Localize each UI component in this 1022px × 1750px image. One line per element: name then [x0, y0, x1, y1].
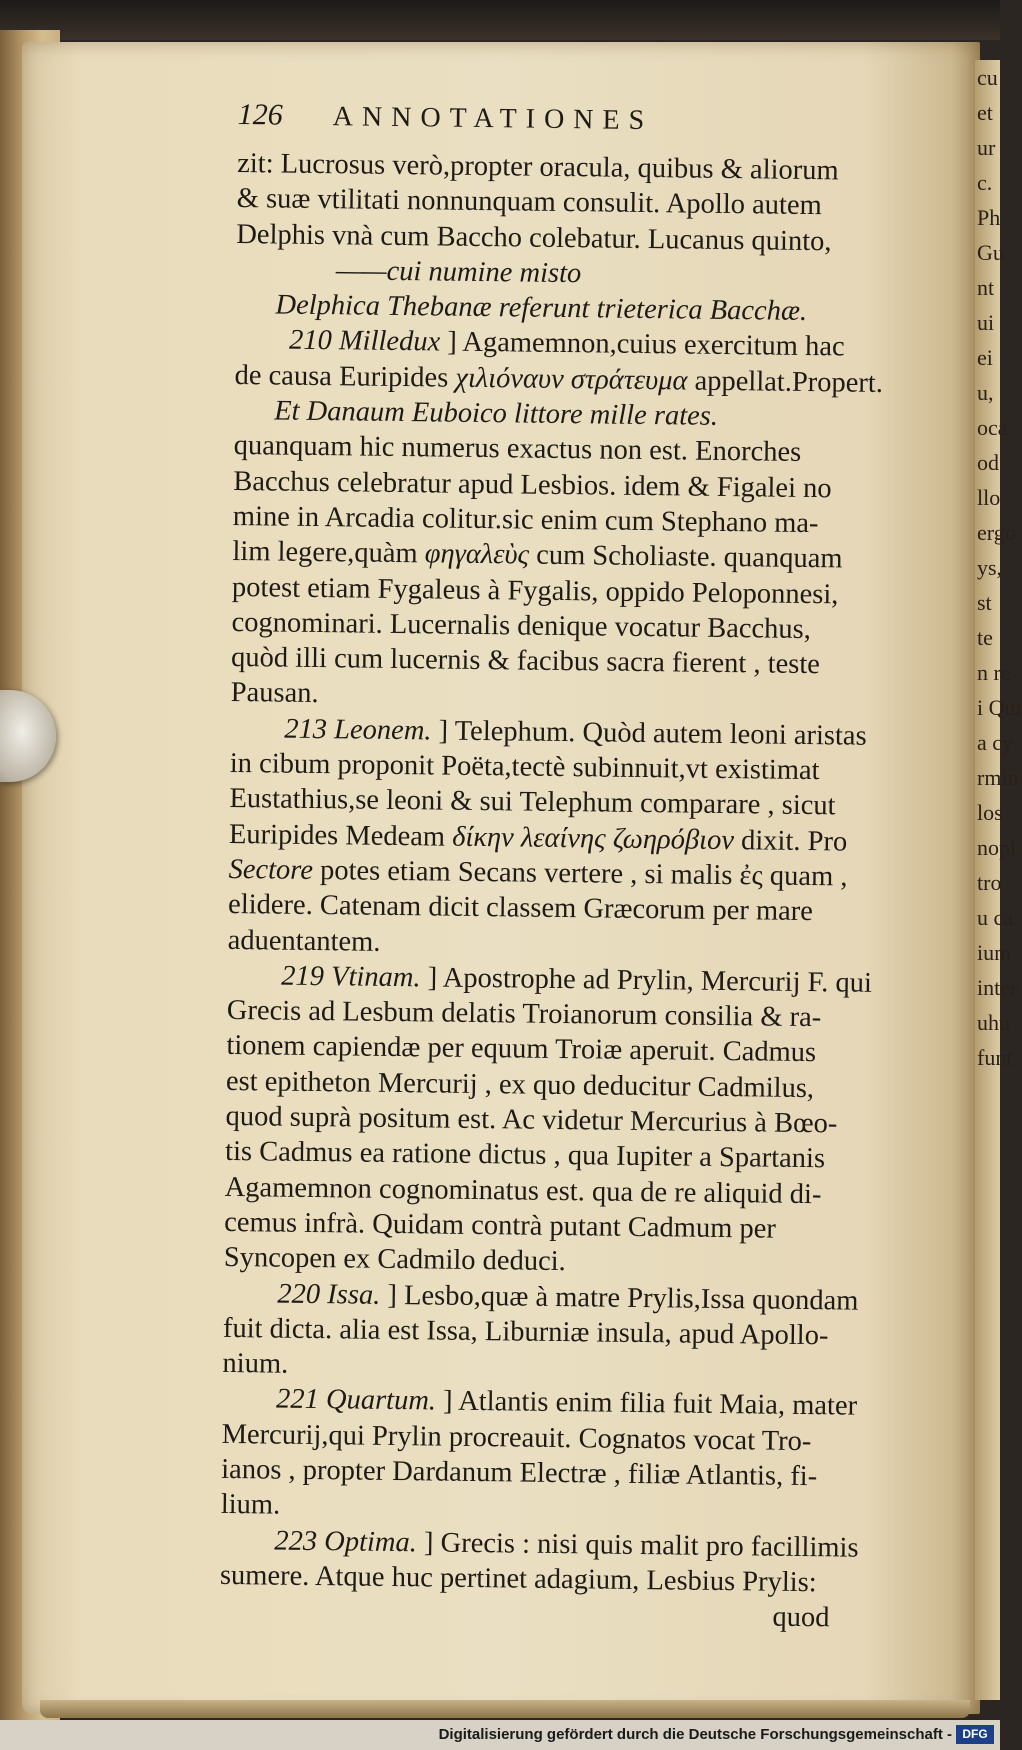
line-text: Grecis ad Lesbum delatis Troianorum consilia & ra-: [226, 995, 822, 1034]
adjacent-page-strip: [975, 60, 1022, 1700]
line-text: aduentantem.: [227, 924, 381, 958]
adjacent-page-fragment: ur: [977, 135, 996, 160]
line-text: quanquam hic numerus exactus non est. Enorches: [233, 430, 802, 469]
adjacent-page-fragment: Ph: [977, 205, 1001, 230]
adjacent-page-fragment: tro: [977, 870, 1002, 895]
adjacent-page-fragment: u ca: [977, 905, 1014, 930]
footer-credit: Digitalisierung gefördert durch die Deutsche Forschungsgemeinschaft -: [438, 1726, 952, 1743]
line-text: Euripides Medeam: [228, 818, 446, 853]
line-text: lim legere,quàm: [232, 536, 418, 570]
line-text: in cibum proponit Poëta,tectè subinnuit,vt existimat: [229, 747, 820, 787]
line-text: cemus infrà. Quidam contrà putant Cadmum per: [224, 1206, 777, 1245]
line-text: est epitheton Mercurij , ex quo deducitur Cadmilus,: [225, 1065, 815, 1104]
greek-phrase: χιλιόναυν στράτευμα: [448, 362, 695, 397]
lemma-reference: 223 Optima.: [274, 1525, 418, 1558]
line-text: zit: Lucrosus verò,propter oracula, quibus & aliorum: [237, 147, 839, 187]
adjacent-page-fragment: i Qui: [977, 695, 1022, 720]
line-text: ] Telephum. Quòd autem leoni aristas: [431, 715, 867, 752]
line-text: Agamemnon cognominatus est. qua de re aliquid di-: [224, 1171, 822, 1210]
line-text: Et Danaum Euboico littore mille rates.: [273, 395, 719, 432]
dfg-logo-icon: DFG: [956, 1725, 994, 1744]
line-text: Bacchus celebratur apud Lesbios. idem & Figalei no: [233, 465, 832, 504]
line-text: mine in Arcadia colitur.sic enim cum Stephano ma-: [232, 500, 819, 540]
line-text-continued: cum Scholiaste. quanquam: [536, 539, 843, 575]
line-text: quod suprà positum est. Ac videtur Mercurius à Bœo-: [225, 1100, 838, 1140]
adjacent-page-fragment: uhu: [977, 1010, 1010, 1035]
adjacent-page-fragment: c.: [977, 170, 993, 195]
line-text-continued: appellat.Propert.: [694, 365, 884, 399]
page-stack-edge: [40, 1700, 970, 1718]
greek-phrase: φηγαλεὺς: [417, 538, 537, 571]
lemma-reference: Sectore: [228, 853, 314, 886]
lemma-reference: 210 Milledux: [288, 325, 441, 358]
line-text: lium.: [220, 1489, 281, 1521]
running-head: ANNOTATIONES: [332, 101, 654, 137]
line-text: & suæ vtilitati nonnunquam consulit. Apollo autem: [236, 183, 822, 222]
line-text: cognominari. Lucernalis denique vocatur Bacchus,: [231, 606, 812, 645]
page-number: 126: [237, 98, 283, 132]
adjacent-page-fragment: nopl: [977, 835, 1017, 860]
annotation-lines: [219, 146, 937, 1637]
adjacent-page-fragment: rmin: [977, 765, 1019, 790]
line-text: Pausan.: [230, 677, 319, 710]
adjacent-page-fragment: ergo: [977, 520, 1016, 545]
lemma-reference: 213 Leonem.: [284, 713, 432, 747]
adjacent-page-fragment: inter: [977, 975, 1018, 1000]
line-text: Delphis vnà cum Baccho colebatur. Lucanus quinto,: [236, 218, 832, 257]
adjacent-page-fragment: a cy: [977, 730, 1014, 755]
line-text: fuit dicta. alia est Issa, Liburniæ insula, apud Apollo-: [222, 1312, 829, 1352]
line-text: tionem capiendæ per equum Troiæ aperuit. Cadmus: [226, 1030, 817, 1069]
line-text: ] Apostrophe ad Prylin, Mercurij F. qui: [420, 962, 873, 999]
adjacent-page-fragment: funt: [977, 1045, 1013, 1070]
greek-phrase: δίκην λεαίνης ζωηρόβιον: [444, 821, 742, 856]
adjacent-page-fragment: ys,: [977, 555, 1003, 580]
line-text: potest etiam Fygaleus à Fygalis, oppido Peloponnesi,: [231, 571, 839, 610]
line-text: quod: [772, 1601, 830, 1634]
line-text: quòd illi cum lucernis & facibus sacra fierent , teste: [230, 642, 821, 681]
line-text: ] Agamemnon,cuius exercitum hac: [440, 326, 845, 363]
line-text: tis Cadmus ea ratione dictus , qua Iupiter a Spartanis: [224, 1136, 826, 1175]
adjacent-page-fragment: n re: [977, 660, 1011, 685]
lemma-reference: 221 Quartum.: [275, 1383, 437, 1417]
digitization-footer: [0, 1720, 1000, 1750]
line-text: ] Grecis : nisi quis malit pro facillimis: [416, 1526, 859, 1564]
adjacent-page-fragment: oca: [977, 415, 1008, 440]
line-text: potes etiam Secans vertere , si malis ἐς quam ,: [312, 854, 848, 893]
adjacent-page-fragment: te: [977, 625, 993, 650]
line-text: Eustathius,se leoni & sui Telephum comparare , sicut: [229, 783, 836, 822]
adjacent-page-fragment: st: [977, 590, 992, 615]
line-text: sumere. Atque huc pertinet adagium, Lesbius Prylis:: [219, 1559, 817, 1599]
scan-background: [0, 0, 1000, 40]
page-header: [237, 98, 938, 155]
line-text: de causa Euripides: [234, 359, 449, 394]
adjacent-page-fragment: od: [977, 450, 999, 475]
lemma-reference: 220 Issa.: [277, 1278, 381, 1311]
line-text-continued: dixit. Pro: [740, 824, 848, 858]
adjacent-page-fragment: u,: [977, 380, 994, 405]
adjacent-page-fragment: cu: [977, 65, 998, 90]
line-text: ] Lesbo,quæ à matre Prylis,Issa quondam: [380, 1279, 859, 1317]
lemma-reference: 219 Vtinam.: [281, 960, 421, 994]
line-text: ] Atlantis enim filia fuit Maia, mater: [435, 1385, 858, 1423]
line-text: elidere. Catenam dicit classem Græcorum per mare: [227, 889, 814, 928]
line-text: Delphica Thebanæ referunt trieterica Bacchæ.: [275, 289, 808, 328]
line-text: Mercurij,qui Prylin procreauit. Cognatos vocat Tro-: [221, 1418, 812, 1457]
line-text: nium.: [222, 1348, 289, 1380]
adjacent-page-fragment: et: [977, 100, 993, 125]
adjacent-page-fragment: ui: [977, 310, 995, 335]
line-text: ianos , propter Dardanum Electræ , filiæ Atlantis, fi-: [221, 1453, 818, 1493]
adjacent-page-fragment: ium: [977, 940, 1012, 965]
adjacent-page-fragment: llo: [977, 485, 1001, 510]
adjacent-page-fragment: ei: [977, 345, 993, 370]
adjacent-page-fragment: los: [977, 800, 1003, 825]
line-text: Syncopen ex Cadmilo deduci.: [223, 1242, 566, 1278]
page-text-block: [219, 98, 938, 1637]
line-text: ——cui numine misto: [335, 255, 582, 290]
adjacent-page-fragment: Gu: [977, 240, 1004, 265]
adjacent-page-fragment: nt: [977, 275, 995, 300]
